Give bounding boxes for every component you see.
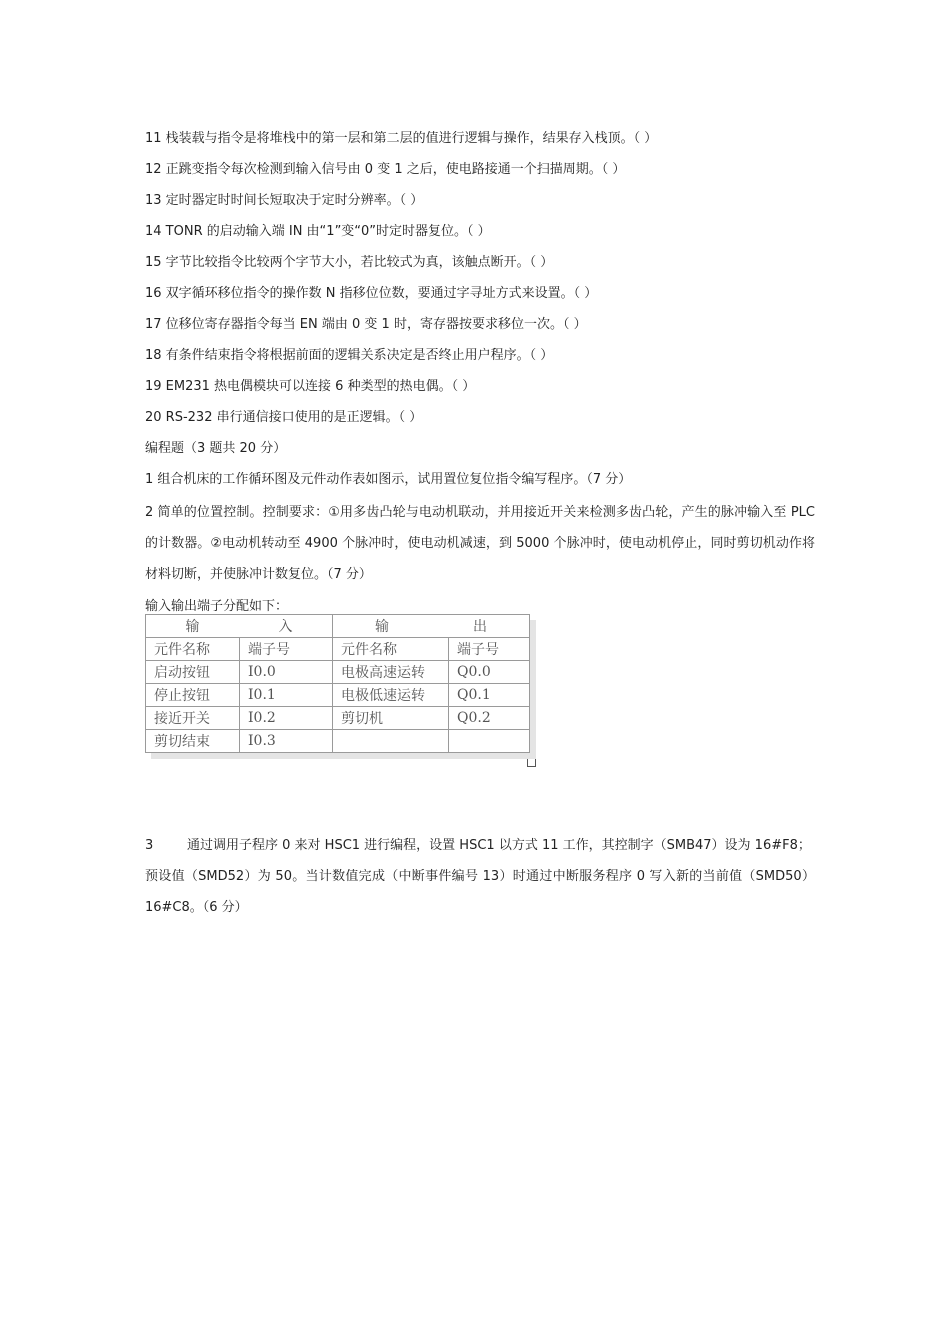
table-cell: 启动按钮 bbox=[146, 661, 240, 684]
judgement-item-19: 19 EM231 热电偶模块可以连接 6 种类型的热电偶。（ ） bbox=[145, 379, 476, 394]
table-cell: 电极低速运转 bbox=[333, 684, 449, 707]
table-cell: I0.0 bbox=[240, 661, 333, 684]
input-group-header: 输 入 bbox=[146, 615, 333, 638]
column-header: 元件名称 bbox=[146, 638, 240, 661]
io-table-caption: 输入输出端子分配如下： bbox=[145, 599, 289, 614]
table-cell: Q0.0 bbox=[449, 661, 530, 684]
table-cell: 电极高速运转 bbox=[333, 661, 449, 684]
table-cell: Q0.2 bbox=[449, 707, 530, 730]
judgement-item-12: 12 正跳变指令每次检测到输入信号由 0 变 1 之后，使电路接通一个扫描周期。（ ） bbox=[145, 162, 626, 177]
table-cell: 停止按钮 bbox=[146, 684, 240, 707]
table-row bbox=[146, 730, 530, 753]
judgement-item-13: 13 定时器定时时间长短取决于定时分辨率。（ ） bbox=[145, 193, 424, 208]
table-cell: 剪切结束 bbox=[146, 730, 240, 753]
judgement-item-20: 20 RS-232 串行通信接口使用的是正逻辑。（ ） bbox=[145, 410, 423, 425]
column-header: 端子号 bbox=[449, 638, 530, 661]
table-cell: I0.2 bbox=[240, 707, 333, 730]
judgement-item-17: 17 位移位寄存器指令每当 EN 端由 0 变 1 时，寄存器按要求移位一次。（ ） bbox=[145, 317, 587, 332]
question-3-line1: 通过调用子程序 0 来对 HSC1 进行编程，设置 HSC1 以方式 11 工作，其控制字（SMB47）设为 16#F8； bbox=[187, 838, 811, 853]
table-row bbox=[146, 707, 530, 730]
question-2: 2 简单的位置控制。控制要求：①用多齿凸轮与电动机联动，并用接近开关来检测多齿凸轮，产生的脉冲输入至 PLC 的计数器。②电动机转动至 4900 个脉冲时，使电动机减速，到 5000 个脉冲时，使电动机停止，同时剪切机动作将材料切断，并使脉冲计数复位。（7 分） bbox=[145, 505, 815, 582]
table-row bbox=[146, 638, 530, 661]
table-cell: 剪切机 bbox=[333, 707, 449, 730]
table-cell bbox=[449, 730, 530, 753]
judgement-item-11: 11 栈装载与指令是将堆栈中的第一层和第二层的值进行逻辑与操作，结果存入栈顶。（ ） bbox=[145, 131, 658, 146]
column-header: 元件名称 bbox=[333, 638, 449, 661]
question-3-first-line bbox=[145, 830, 815, 861]
column-header: 端子号 bbox=[240, 638, 333, 661]
table-row bbox=[146, 684, 530, 707]
table-row bbox=[146, 615, 530, 638]
output-group-header: 输 出 bbox=[333, 615, 530, 638]
table-cell: I0.1 bbox=[240, 684, 333, 707]
judgement-item-15: 15 字节比较指令比较两个字节大小，若比较式为真，该触点断开。（ ） bbox=[145, 255, 554, 270]
io-assignment-table bbox=[145, 614, 530, 753]
question-1: 1 组合机床的工作循环图及元件动作表如图示，试用置位复位指令编写程序。（7 分） bbox=[145, 472, 632, 487]
table-cell: I0.3 bbox=[240, 730, 333, 753]
table-resize-handle bbox=[527, 759, 536, 767]
table-cell: Q0.1 bbox=[449, 684, 530, 707]
judgement-item-18: 18 有条件结束指令将根据前面的逻辑关系决定是否终止用户程序。（ ） bbox=[145, 348, 554, 363]
table-cell bbox=[333, 730, 449, 753]
question-3 bbox=[145, 830, 815, 923]
question-3-rest: 预设值（SMD52）为 50。当计数值完成（中断事件编号 13）时通过中断服务程序 0 写入新的当前值（SMD50）16#C8。（6 分） bbox=[145, 869, 815, 915]
judgement-item-16: 16 双字循环移位指令的操作数 N 指移位位数，要通过字寻址方式来设置。（ ） bbox=[145, 286, 598, 301]
judgement-item-14: 14 TONR 的启动输入端 IN 由“1”变“0”时定时器复位。（ ） bbox=[145, 224, 491, 239]
table-row bbox=[146, 661, 530, 684]
question-3-number: 3 bbox=[145, 838, 154, 853]
section-title: 编程题（3 题共 20 分） bbox=[145, 441, 287, 456]
table-cell: 接近开关 bbox=[146, 707, 240, 730]
